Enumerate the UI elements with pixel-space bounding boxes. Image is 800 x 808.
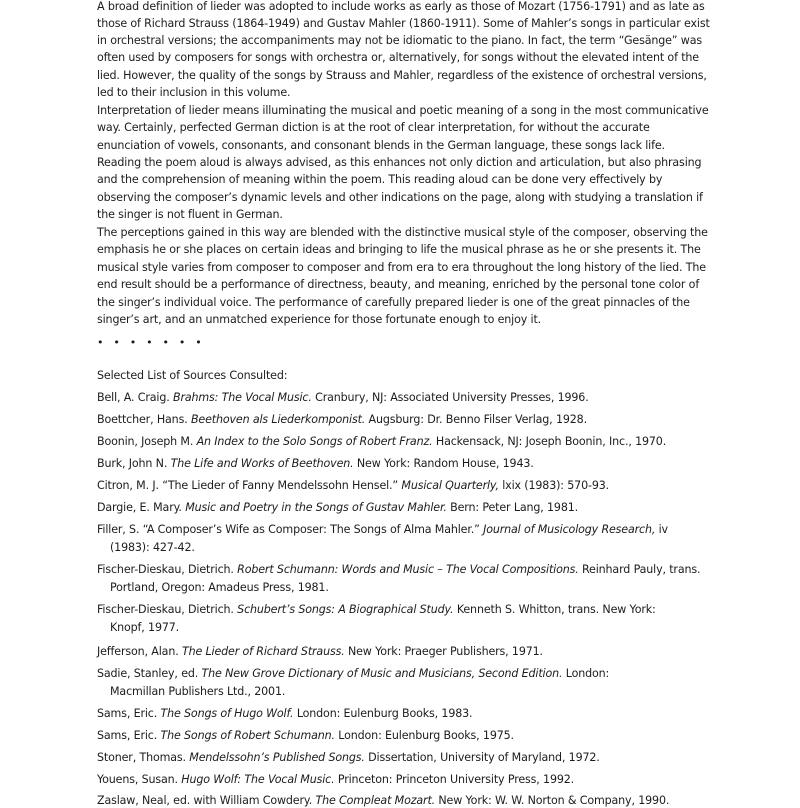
source-entry-continuation: Portland, Oregon: Amadeus Press, 1981.	[110, 581, 329, 594]
source-author: Boonin, Joseph M.	[97, 435, 197, 448]
paragraph-3-line: emphasis he or she places on certain ideas and bringing to life the musical phrase as he or she presents it. The	[97, 243, 701, 256]
source-title: Journal of Musicology Research,	[483, 523, 656, 536]
source-author: Jefferson, Alan.	[97, 645, 182, 658]
source-entry-continuation: Macmillan Publishers Ltd., 2001.	[110, 685, 286, 698]
source-entry-continuation: Knopf, 1977.	[110, 621, 180, 634]
paragraph-3-line: The perceptions gained in this way are blended with the distinctive musical style of the composer, observing the	[97, 226, 708, 239]
source-entry	[97, 794, 669, 808]
paragraph-1-line: led to their inclusion in this volume.	[97, 86, 291, 99]
source-title: The Compleat Mozart.	[315, 794, 436, 807]
source-rest: Bern: Peter Lang, 1981.	[446, 501, 579, 514]
source-entry	[97, 457, 534, 471]
source-entry	[97, 391, 589, 405]
source-title: Robert Schumann: Words and Music – The Vocal Compositions.	[237, 563, 579, 576]
source-author: Bell, A. Craig.	[97, 391, 173, 404]
source-rest: Kenneth S. Whitton, trans. New York:	[453, 603, 656, 616]
source-entry	[97, 707, 472, 721]
paragraph-2-line: enunciation of vowels, consonants, and consonant blends in the German language, these songs lack life.	[97, 139, 665, 152]
source-entry	[97, 645, 543, 659]
source-title: Schubert’s Songs: A Biographical Study.	[237, 603, 454, 616]
paragraph-1-line: those of Richard Strauss (1864-1949) and Gustav Mahler (1860-1911). Some of Mahler’s songs in particular exist	[97, 17, 710, 30]
source-rest: Cranbury, NJ: Associated University Presses, 1996.	[311, 391, 589, 404]
source-rest: Dissertation, University of Maryland, 1972.	[364, 751, 600, 764]
source-rest: London: Eulenburg Books, 1975.	[334, 729, 514, 742]
source-rest: London:	[562, 667, 610, 680]
source-rest: lxix (1983): 570-93.	[498, 479, 610, 492]
source-title: The New Grove Dictionary of Music and Musicians, Second Edition.	[201, 667, 563, 680]
source-title: Brahms: The Vocal Music.	[172, 391, 312, 404]
paragraph-3-line: singer’s art, and an unmatched experience for those fortunate enough to enjoy it.	[97, 313, 542, 326]
source-title: Beethoven als Liederkomponist.	[190, 413, 366, 426]
paragraph-2-line: Reading the poem aloud is always advised, as this enhances not only diction and articulation, but also phrasing	[97, 156, 702, 169]
source-rest: New York: Praeger Publishers, 1971.	[344, 645, 543, 658]
source-title: Musical Quarterly,	[401, 479, 499, 492]
source-author: Sams, Eric.	[97, 729, 161, 742]
source-rest: Princeton: Princeton University Press, 1992.	[334, 773, 575, 786]
source-rest: iv	[655, 523, 668, 536]
source-entry	[97, 729, 514, 743]
source-author: Filler, S. “A Composer’s Wife as Composer: The Songs of Alma Mahler.”	[97, 523, 484, 536]
section-separator: • • • • • • •	[97, 336, 205, 349]
source-entry	[97, 603, 656, 617]
paragraph-3-line: end result should be a performance of directness, beauty, and meaning, enriched by the personal tone color of	[97, 278, 700, 291]
source-title: Music and Poetry in the Songs of Gustav Mahler.	[185, 501, 447, 514]
source-title: Mendelssohn’s Published Songs.	[189, 751, 365, 764]
source-author: Stoner, Thomas.	[97, 751, 190, 764]
source-entry-continuation: (1983): 427-42.	[110, 541, 195, 554]
paragraph-1-line: A broad definition of lieder was adopted to include works as early as those of Mozart (1756-1791) and as late as	[97, 0, 705, 13]
source-rest: London: Eulenburg Books, 1983.	[293, 707, 473, 720]
source-author: Sadie, Stanley, ed.	[97, 667, 202, 680]
source-entry	[97, 667, 609, 681]
source-author: Sams, Eric.	[97, 707, 161, 720]
paragraph-2-line: Interpretation of lieder means illuminating the musical and poetic meaning of a song in the most communicative	[97, 104, 709, 117]
source-rest: New York: Random House, 1943.	[353, 457, 534, 470]
source-author: Citron, M. J. “The Lieder of Fanny Mendelssohn Hensel.”	[97, 479, 402, 492]
source-title: The Lieder of Richard Strauss.	[181, 645, 345, 658]
source-author: Boettcher, Hans.	[97, 413, 191, 426]
paragraph-2-line: observing the composer’s dynamic levels and other indications on the page, along with studying a translation if	[97, 191, 703, 204]
sources-heading: Selected List of Sources Consulted:	[97, 369, 288, 382]
paragraph-1-line: lied. However, the quality of the songs by Strauss and Mahler, regardless of the existence of orchestral versions,	[97, 69, 707, 82]
paragraph-2-line: and the comprehension of meaning within the poem. This reading aloud can be done very effectively by	[97, 173, 663, 186]
source-author: Dargie, E. Mary.	[97, 501, 186, 514]
source-entry	[97, 751, 600, 765]
paragraph-1-line: in orchestral versions; the accompaniments may not be idiomatic to the piano. In fact, the term “Gesänge” was	[97, 34, 702, 47]
source-author: Fischer-Dieskau, Dietrich.	[97, 563, 238, 576]
source-rest: Hackensack, NJ: Joseph Boonin, Inc., 1970.	[432, 435, 667, 448]
paragraph-2-line: way. Certainly, perfected German diction is at the root of clear interpretation, for without the accurate	[97, 121, 650, 134]
source-rest: Augsburg: Dr. Benno Filser Verlag, 1928.	[365, 413, 587, 426]
paragraph-3-line: musical style varies from composer to composer and from era to era throughout the long history of the lied. The	[97, 261, 706, 274]
paragraph-1-line: often used by composers for songs with orchestra or, alternatively, for songs without the elevated intent of the	[97, 51, 699, 64]
source-entry	[97, 523, 668, 537]
source-entry	[97, 413, 587, 427]
source-title: An Index to the Solo Songs of Robert Franz.	[196, 435, 433, 448]
source-title: Hugo Wolf: The Vocal Music.	[181, 773, 335, 786]
source-entry	[97, 435, 666, 449]
source-author: Fischer-Dieskau, Dietrich.	[97, 603, 238, 616]
source-entry	[97, 773, 574, 787]
source-entry	[97, 563, 700, 577]
source-author: Youens, Susan.	[97, 773, 182, 786]
source-title: The Songs of Robert Schumann.	[160, 729, 335, 742]
paragraph-3-line: the singer’s individual voice. The performance of carefully prepared lieder is one of the great pinnacles of the	[97, 296, 690, 309]
source-rest: New York: W. W. Norton & Company, 1990.	[435, 794, 670, 807]
source-entry	[97, 479, 609, 493]
paragraph-2-line: the singer is not fluent in German.	[97, 208, 283, 221]
source-title: The Songs of Hugo Wolf.	[160, 707, 294, 720]
source-author: Zaslaw, Neal, ed. with William Cowdery.	[97, 794, 316, 807]
source-title: The Life and Works of Beethoven.	[170, 457, 354, 470]
source-rest: Reinhard Pauly, trans.	[578, 563, 701, 576]
source-author: Burk, John N.	[97, 457, 171, 470]
source-entry	[97, 501, 578, 515]
